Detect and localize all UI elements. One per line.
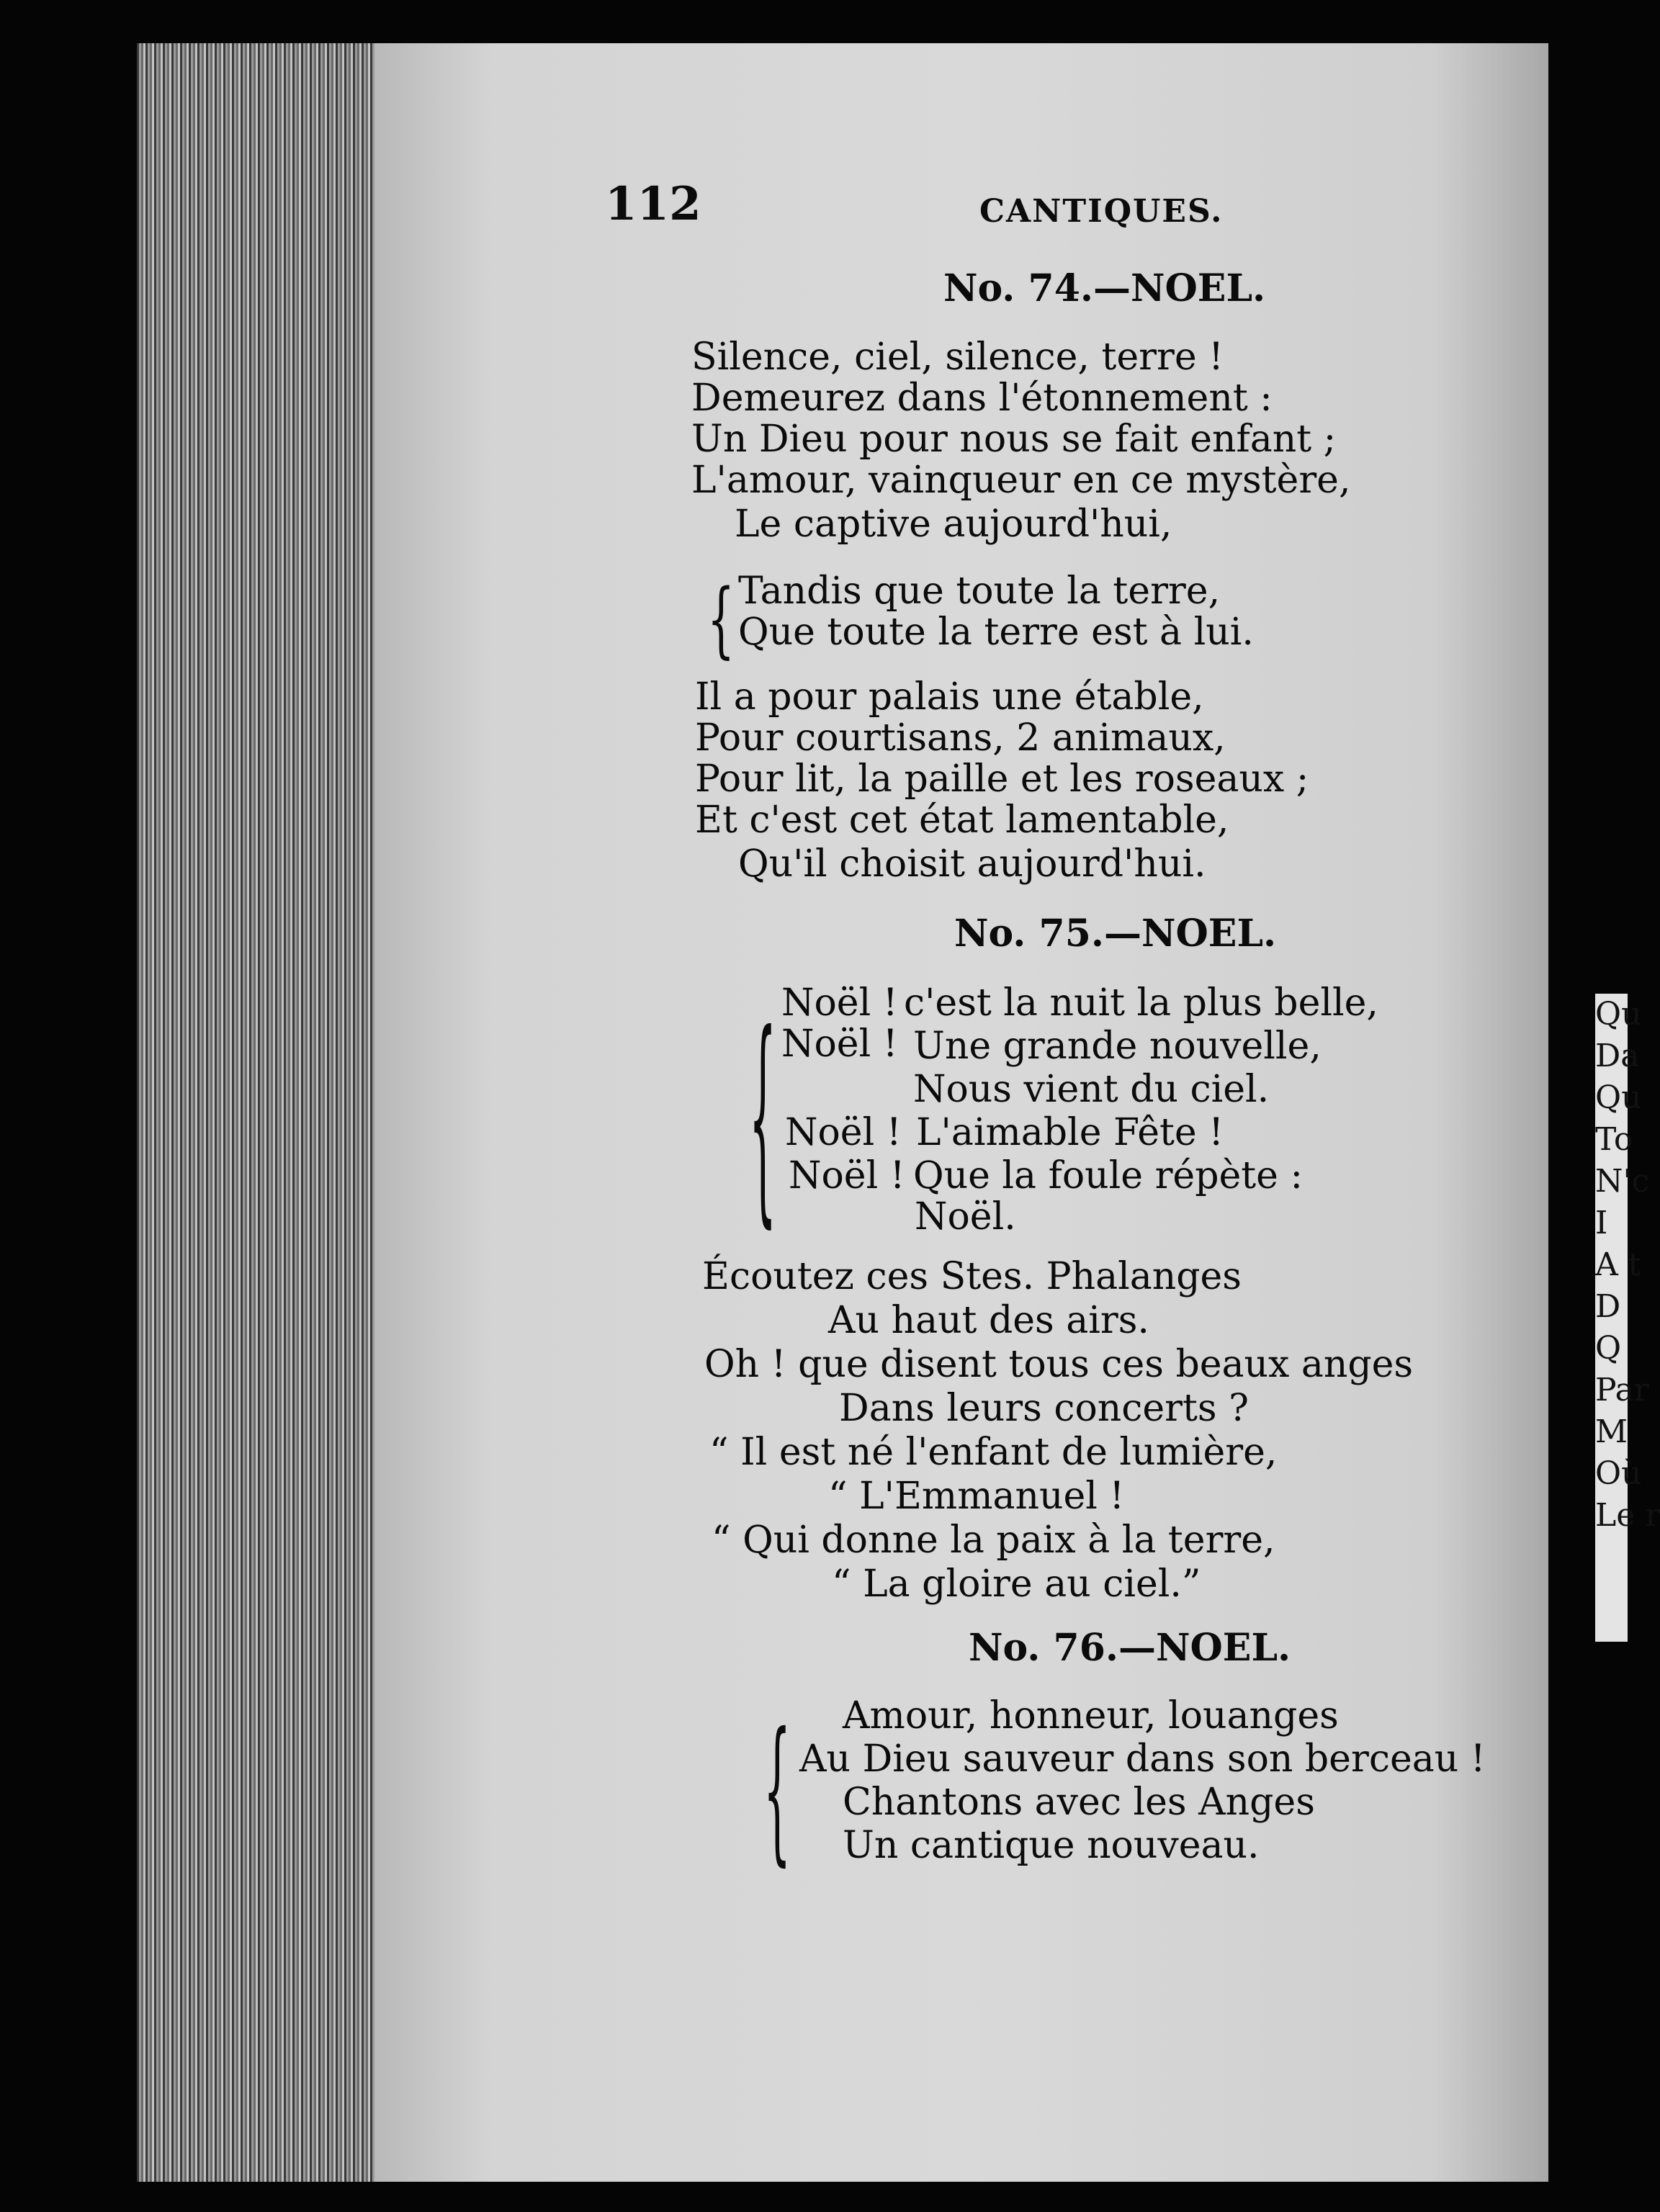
hymn-74-line: L'amour, vainqueur en ce mystère, [691,459,1351,502]
hymn-75-refrain-line: c'est la nuit la plus belle, [904,981,1378,1025]
hymn-76-refrain-line: Amour, honneur, louanges [843,1694,1339,1737]
running-head: CANTIQUES. [979,193,1224,230]
hymn-75-line: “ La gloire au ciel.” [832,1563,1201,1606]
hymn-75-refrain-line: Que la foule répète : [913,1154,1303,1197]
noel-cry: Noël ! [785,1111,902,1154]
fragment-line: Da [1595,1038,1640,1074]
fragment-line: Q [1595,1330,1622,1367]
hymn-75-refrain-line: Nous vient du ciel. [913,1068,1270,1111]
fragment-line: Qu [1595,996,1642,1033]
fragment-line: Par [1595,1372,1649,1408]
fragment-line: To [1595,1121,1633,1158]
fragment-line: M [1595,1413,1628,1450]
page-edge [137,43,385,2182]
fragment-line: Où [1595,1455,1642,1492]
refrain-brace: { [749,988,777,1250]
noel-cry: Noël ! [781,1022,898,1066]
hymn-74-line: Pour courtisans, 2 animaux, [695,716,1226,760]
hymn-76-refrain-line: Chantons avec les Anges [843,1781,1315,1824]
hymn-74-line: Demeurez dans l'étonnement : [691,377,1273,420]
refrain-brace: { [707,572,735,668]
hymn-75-line: “ Il est né l'enfant de lumière, [709,1431,1278,1474]
hymn-75-refrain-line: L'aimable Fête ! [916,1111,1224,1154]
fragment-line: D [1595,1288,1621,1325]
hymn-74-refrain-line: Que toute la terre est à lui. [738,611,1254,654]
noel-cry: Noël ! [781,981,898,1025]
noel-cry: Noël ! [789,1154,905,1197]
hymn-74-line: Un Dieu pour nous se fait enfant ; [691,418,1337,461]
fragment-line: Le r [1595,1497,1660,1534]
hymn-74-line: Pour lit, la paille et les roseaux ; [695,757,1309,801]
hymn-74-line: Et c'est cet état lamentable, [695,799,1229,842]
hymn-74-line: Silence, ciel, silence, terre ! [691,336,1224,379]
fragment-line: N'c [1595,1163,1650,1200]
fragment-line: A t [1595,1246,1641,1283]
hymn-75-line: Écoutez ces Stes. Phalanges [702,1255,1242,1298]
hymn-76-title: No. 76.—NOEL. [969,1626,1291,1670]
hymn-75-refrain-line: Noël. [915,1195,1016,1238]
hymn-75-refrain-line: Une grande nouvelle, [913,1025,1322,1068]
hymn-75-line: Dans leurs concerts ? [839,1387,1250,1430]
hymn-74-refrain-line: Tandis que toute la terre, [738,570,1221,613]
hymn-76-refrain-line: Un cantique nouveau. [843,1824,1260,1867]
fragment-line: I [1595,1205,1608,1241]
hymn-76-refrain-line: Au Dieu sauveur dans son berceau ! [799,1737,1486,1781]
hymn-74-line: Il a pour palais une étable, [695,675,1204,719]
fragment-line: Qu [1595,1079,1642,1116]
hymn-75-line: “ Qui donne la paix à la terre, [712,1519,1275,1562]
hymn-75-line: Au haut des airs. [828,1299,1149,1342]
hymn-74-line: Le captive aujourd'hui, [735,503,1172,546]
facing-page-fragments [1595,994,1660,1642]
hymn-74-line: Qu'il choisit aujourd'hui. [738,842,1206,886]
refrain-brace: { [763,1701,791,1882]
hymn-75-title: No. 75.—NOEL. [954,912,1277,956]
hymn-75-line: “ L'Emmanuel ! [828,1475,1125,1518]
hymn-74-title: No. 74.—NOEL. [943,266,1266,310]
hymn-75-line: Oh ! que disent tous ces beaux anges [704,1343,1414,1386]
page-number: 112 [605,177,701,231]
